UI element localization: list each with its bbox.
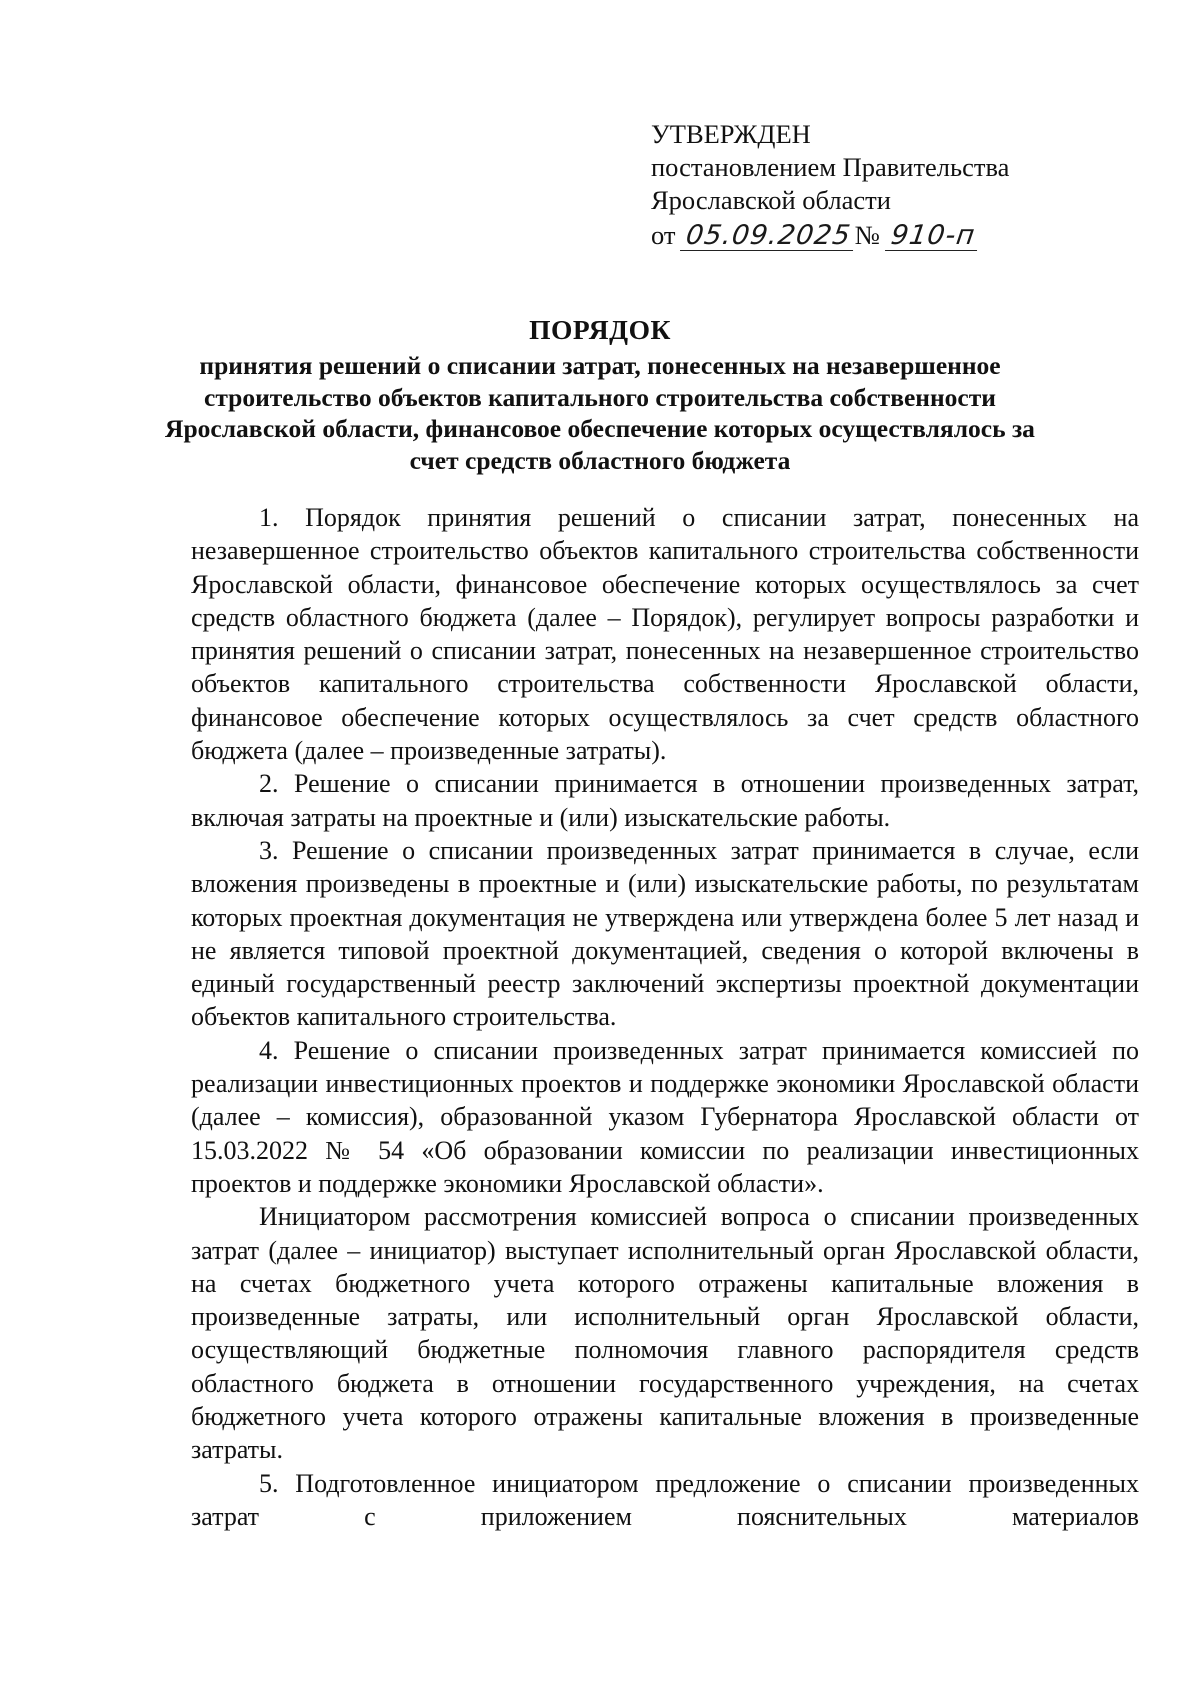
approval-stamp-block: [651, 118, 1081, 252]
document-title: ПОРЯДОК: [529, 314, 671, 345]
approved-by-line: постановлением Правительства: [651, 152, 1010, 182]
paragraph-1: 1. Порядок принятия решений о списании затрат, понесенных на незавершенное строительство объектов капитального строительства собственности Ярославской области, финансовое обеспечение которых осуществлялось за счет средств областного бюджета (далее – Порядок), регулирует вопросы разработки и принятия решений о списании затрат, понесенных на незавершенное строительство объектов капитального строительства собственности Ярославской области, финансовое обеспечение которых осуществлялось за счет средств областного бюджета (далее – произведенные затраты).: [191, 503, 1139, 766]
document-subtitle: принятия решений о списании затрат, понесенных на незавершенное строительство объектов капитального строительства собственности Ярославской области, финансовое обеспечение которых осуществлялось за счет средств областного бюджета: [165, 351, 1035, 475]
document-body: [191, 501, 1139, 1533]
paragraph-4: 4. Решение о списании произведенных затрат принимается комиссией по реализации инвестиционных проектов и поддержке экономики Ярославской области (далее – комиссия), образованной указом Губернатора Ярославской области от 15.03.2022 № 54 «Об образовании комиссии по реализации инвестиционных проектов и поддержке экономики Ярославской области».: [191, 1035, 1139, 1198]
date-prefix: от: [651, 220, 676, 250]
approval-date-number-line: [651, 219, 1081, 252]
number-prefix: №: [854, 220, 880, 250]
approved-region-line: Ярославской области: [651, 185, 891, 215]
handwritten-number: 910-п: [885, 222, 981, 251]
paragraph-3: 3. Решение о списании произведенных затрат принимается в случае, если вложения произведены в проектные и (или) изыскательские работы, по результатам которых проектная документация не утверждена или утверждена более 5 лет назад и не является типовой проектной документацией, сведения о которой включены в единый государственный реестр заключений экспертизы проектной документации объектов капитального строительства.: [191, 835, 1139, 1032]
paragraph-2: 2. Решение о списании принимается в отношении произведенных затрат, включая затраты на проектные и (или) изыскательские работы.: [191, 769, 1139, 832]
paragraph-5: 5. Подготовленное инициатором предложение о списании произведенных затрат с приложением пояснительных материалов: [191, 1468, 1139, 1531]
document-title-block: [150, 312, 1050, 476]
paragraph-initiator: Инициатором рассмотрения комиссией вопроса о списании произведенных затрат (далее – инициатор) выступает исполнительный орган Ярославской области, на счетах бюджетного учета которого отражены капитальные вложения в произведенные затраты, или исполнительный орган Ярославской области, осуществляющий бюджетные полномочия главного распорядителя средств областного бюджета в отношении государственного учреждения, на счетах бюджетного учета которого отражены капитальные вложения в произведенные затраты.: [191, 1202, 1139, 1465]
approved-label: УТВЕРЖДЕН: [651, 119, 811, 149]
handwritten-date: 05.09.2025: [680, 222, 857, 251]
